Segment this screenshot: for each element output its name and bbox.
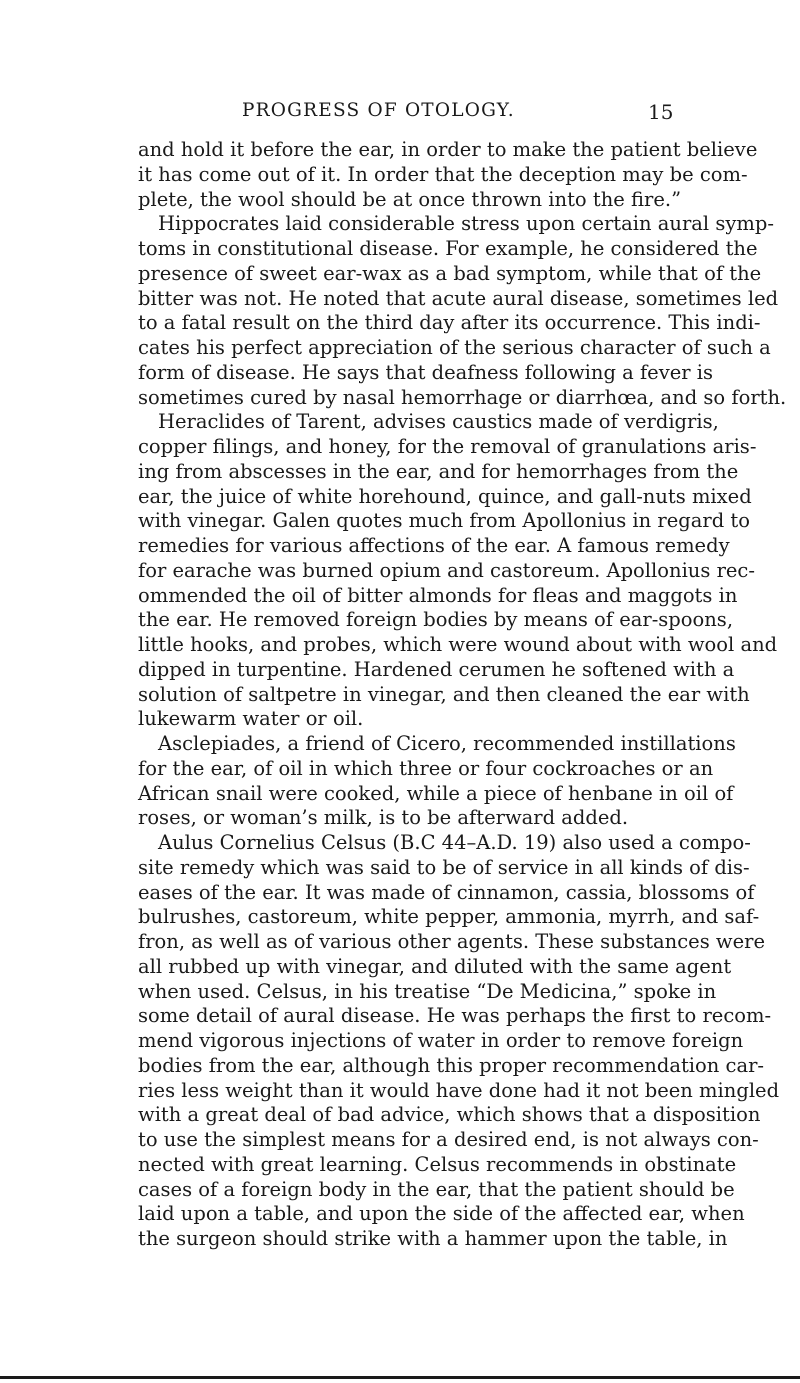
text-line: form of disease. He says that deafness following a fever is (138, 360, 714, 384)
text-line: to a fatal result on the third day after its occurrence. This indi- (138, 311, 761, 335)
text-line: when used. Celsus, in his treatise “De Medicina,” spoke in (138, 979, 717, 1003)
text-line: some detail of aural disease. He was perhaps the first to recom- (138, 1004, 772, 1028)
text-line: sometimes cured by nasal hemorrhage or diarrhœa, and so forth. (138, 385, 787, 409)
text-line: remedies for various affections of the ear. A famous remedy (138, 534, 730, 557)
text-line: for the ear, of oil in which three or four cockroaches or an (138, 756, 714, 780)
text-line: ing from abscesses in the ear, and for hemorrhages from the (138, 459, 739, 483)
text-line: little hooks, and probes, which were wound about with wool and (138, 633, 778, 656)
text-line: nected with great learning. Celsus recommends in obstinate (138, 1152, 737, 1176)
text-line: bulrushes, castoreum, white pepper, ammonia, myrrh, and saf- (138, 905, 760, 929)
text-line: copper filings, and honey, for the removal of granulations aris- (138, 435, 757, 458)
text-line: site remedy which was said to be of service in all kinds of dis- (138, 855, 750, 879)
text-line: plete, the wool should be at once thrown into the fire.” (138, 187, 682, 211)
paragraph-start-line: Aulus Cornelius Celsus (B.C 44–A.D. 19) also used a compo- (158, 831, 751, 854)
text-line: ommended the oil of bitter almonds for fleas and maggots in (138, 583, 738, 607)
page-bottom-rule (0, 1376, 800, 1379)
body-text (138, 138, 787, 1252)
text-line: African snail were cooked, while a piece of henbane in oil of (138, 781, 734, 805)
paragraph-start-line: Heraclides of Tarent, advises caustics made of verdigris, (158, 410, 719, 434)
text-line: mend vigorous injections of water in order to remove foreign (138, 1029, 744, 1052)
running-title: PROGRESS OF OTOLOGY. (242, 100, 515, 121)
text-line: presence of sweet ear-wax as a bad symptom, while that of the (138, 261, 762, 285)
text-line: bodies from the ear, although this proper recommendation car- (138, 1053, 764, 1077)
text-line: roses, or woman’s milk, is to be afterward added. (138, 806, 629, 830)
text-line: toms in constitutional disease. For example, he considered the (138, 237, 758, 260)
text-line: laid upon a table, and upon the side of the affected ear, when (138, 1202, 745, 1226)
text-line: eases of the ear. It was made of cinnamon, cassia, blossoms of (138, 880, 755, 904)
text-line: bitter was not. He noted that acute aural disease, sometimes led (138, 286, 779, 310)
text-line: the ear. He removed foreign bodies by means of ear-spoons, (138, 608, 734, 632)
text-line: all rubbed up with vinegar, and diluted with the same agent (138, 954, 732, 978)
page-number: 15 (648, 100, 674, 124)
paragraph-start-line: Hippocrates laid considerable stress upon certain aural symp- (158, 212, 774, 236)
text-line: for earache was burned opium and castoreum. Apollonius rec- (138, 558, 755, 582)
text-line: solution of saltpetre in vinegar, and then cleaned the ear with (138, 682, 750, 706)
text-line: with a great deal of bad advice, which shows that a disposition (138, 1103, 761, 1127)
text-line: the surgeon should strike with a hammer upon the table, in (138, 1227, 728, 1250)
text-line: it has come out of it. In order that the deception may be com- (138, 162, 748, 186)
text-line: fron, as well as of various other agents. These substances were (138, 930, 765, 953)
text-line: cases of a foreign body in the ear, that the patient should be (138, 1177, 735, 1201)
text-line: to use the simplest means for a desired end, is not always con- (138, 1128, 759, 1151)
running-header (0, 100, 800, 130)
text-line: with vinegar. Galen quotes much from Apollonius in regard to (138, 509, 750, 533)
text-line: dipped in turpentine. Hardened cerumen he softened with a (138, 657, 735, 681)
text-line: and hold it before the ear, in order to make the patient believe (138, 138, 758, 161)
text-line: lukewarm water or oil. (138, 707, 364, 731)
text-line: cates his perfect appreciation of the serious character of such a (138, 336, 771, 359)
text-line: ear, the juice of white horehound, quince, and gall-nuts mixed (138, 484, 752, 508)
text-line: ries less weight than it would have done had it not been mingled (138, 1078, 780, 1102)
paragraph-start-line: Asclepiades, a friend of Cicero, recommended instillations (158, 732, 736, 755)
